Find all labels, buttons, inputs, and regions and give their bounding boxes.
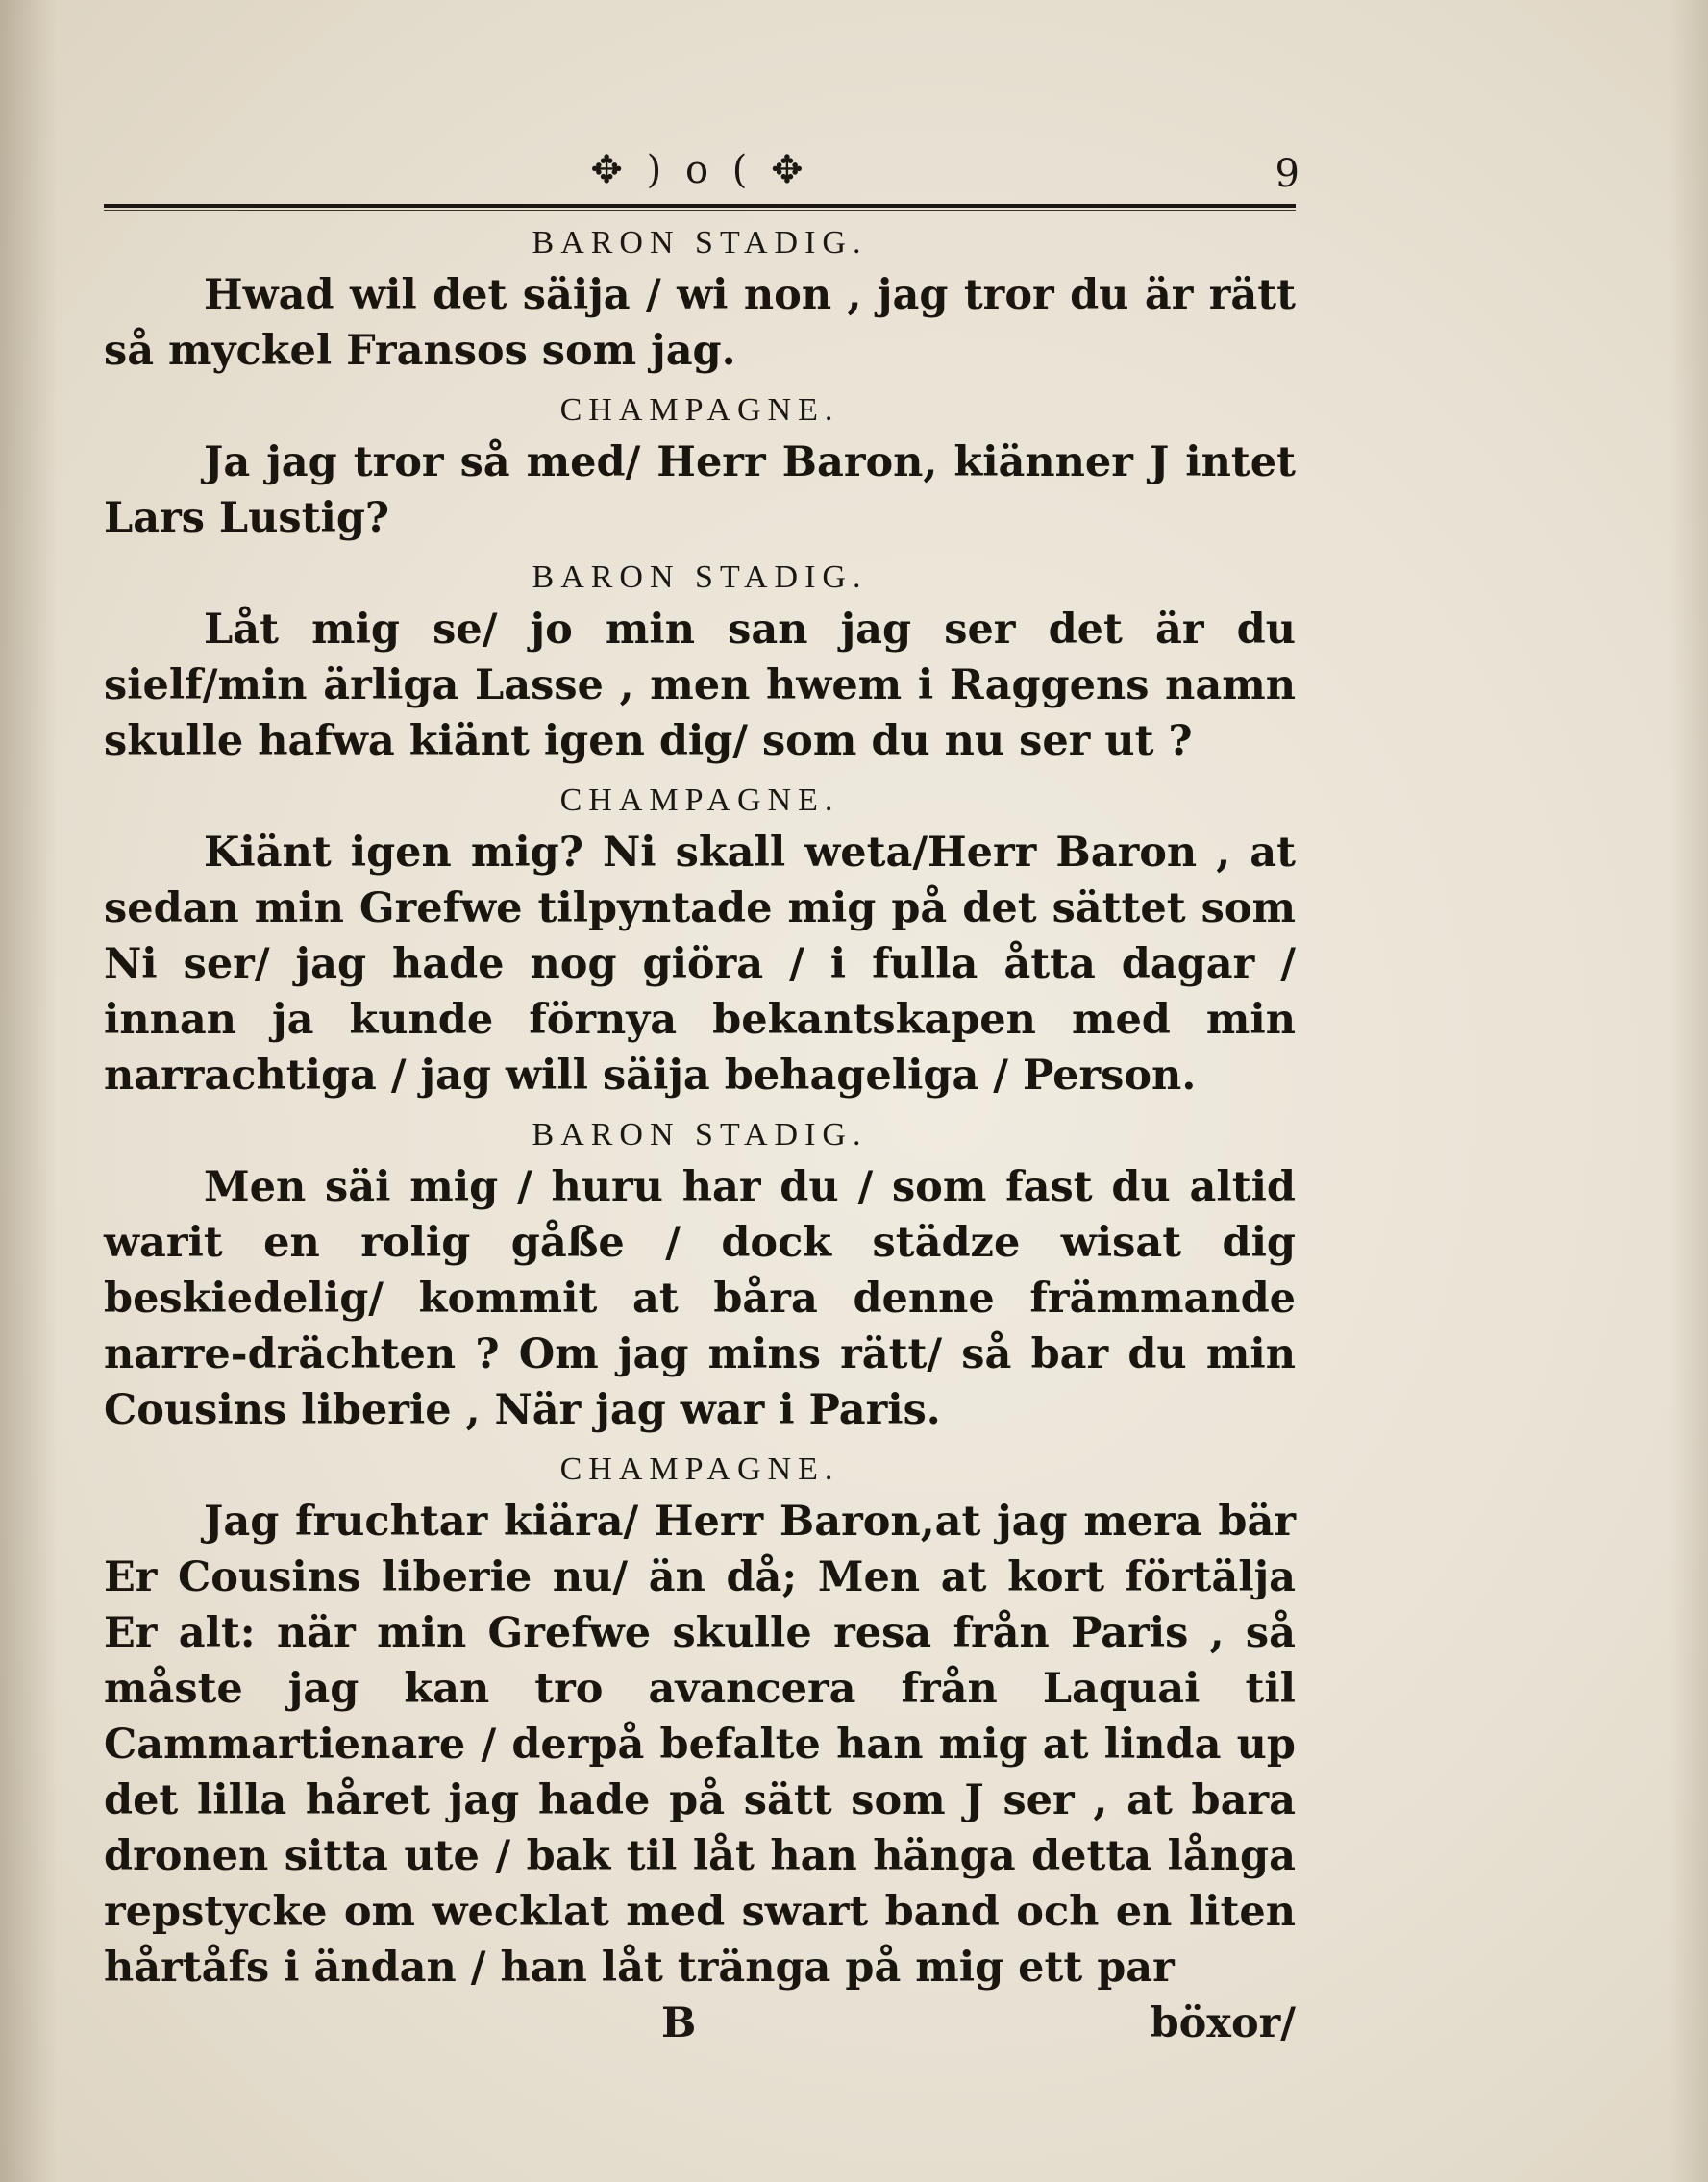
speaker-name: BARON STADIG. bbox=[532, 559, 868, 595]
text-block bbox=[104, 144, 1300, 2047]
speech-text: Ja jag tror så med/ Herr Baron, kiänner J intet Lars Lustig? bbox=[104, 438, 1296, 542]
speaker-name: CHAMPAGNE. bbox=[559, 1451, 840, 1487]
page-edge-shadow bbox=[1670, 0, 1708, 2182]
page-number: 9 bbox=[1275, 152, 1300, 196]
speech-text: Men säi mig / huru har du / som fast du altid warit en rolig gåße / dock städze wisat dig beskiedelig/ kommit at båra denne främmande narre-drächten ? Om jag mins rätt/ så bar du min Cousins liberie , När jag war i Paris. bbox=[104, 1163, 1296, 1434]
binding-shadow bbox=[0, 0, 58, 2182]
dialogue bbox=[104, 225, 1296, 2057]
speaker-name: CHAMPAGNE. bbox=[559, 782, 840, 818]
header-rule-thin bbox=[104, 210, 1296, 211]
speaker-name: BARON STADIG. bbox=[532, 225, 868, 260]
speaker-name: CHAMPAGNE. bbox=[559, 392, 840, 428]
speech-text: Jag fruchtar kiära/ Herr Baron,at jag mera bär Er Cousins liberie nu/ än då; Men at kort förtälja Er alt: när min Grefwe skulle resa från Paris , så måste jag kan tro avancera från Laquai til Cammartienare / derpå befalte han mig at linda up det lilla håret jag hade på sätt som J ser , at bara dronen sitta ute / bak til låt han hänga detta långa repstycke om wecklat med swart band och en liten hårtåfs i ändan / han låt tränga på mig ett par bbox=[104, 1498, 1296, 1992]
header-rule bbox=[104, 204, 1296, 208]
catchword: böxor/ bbox=[1150, 1999, 1296, 2047]
footer-line bbox=[104, 1999, 1296, 2057]
speaker-name: BARON STADIG. bbox=[532, 1117, 868, 1153]
signature-mark: B bbox=[661, 1999, 697, 2047]
header-ornament: ✥ ) o ( ✥ bbox=[590, 148, 809, 192]
running-header bbox=[104, 144, 1300, 202]
speech-text: Hwad wil det säija / wi non , jag tror du är rätt så myckel Fransos som jag. bbox=[104, 271, 1296, 375]
speech-text: Kiänt igen mig? Ni skall weta/Herr Baron , at sedan min Grefwe tilpyntade mig på det sättet som Ni ser/ jag hade nog giöra / i fulla åtta dagar / innan ja kunde förnya bekantskapen med min narrachtiga / jag will säija behageliga / Person. bbox=[104, 829, 1296, 1100]
speech-text: Låt mig se/ jo min san jag ser det är du sielf/min ärliga Lasse , men hwem i Raggens namn skulle hafwa kiänt igen dig/ som du nu ser ut ? bbox=[104, 606, 1296, 765]
